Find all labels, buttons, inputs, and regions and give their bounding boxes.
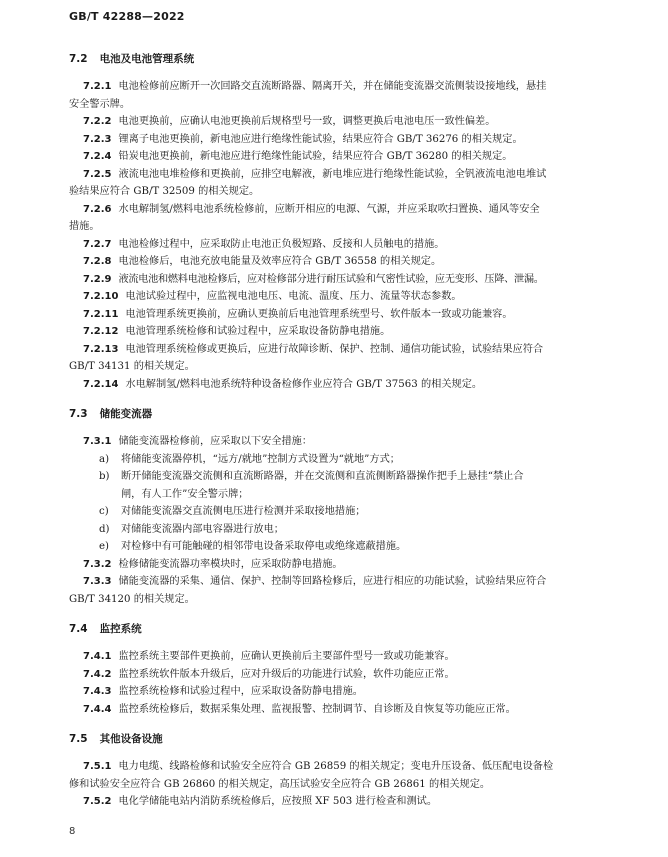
page-number: 8 xyxy=(69,826,76,837)
clause: 7.2.4 铅炭电池更换前，新电池应进行绝缘性能试验，结果应符合 GB/T 36280 的相关规定。 xyxy=(83,151,513,162)
clause: 7.2.1 电池检修前应断开一次回路交直流断路器、隔离开关，并在储能变流器交流侧装设接地线，悬挂 安全警示牌。 xyxy=(69,81,547,110)
list-item: e) 对检修中有可能触碰的相邻带电设备采取停电或绝缘遮蔽措施。 xyxy=(99,541,407,552)
section-number: 7.3 xyxy=(69,408,88,420)
clause: 7.3.1 储能变流器检修前，应采取以下安全措施： xyxy=(83,436,313,447)
clause: 7.4.2 监控系统软件版本升级后，应对升级后的功能进行试验，软件功能应正常。 xyxy=(83,668,455,680)
clause: 7.2.2 电池更换前，应确认电池更换前后规格型号一致，调整更换后电池电压一致性偏差。 xyxy=(83,116,496,127)
clause: 7.2.7 电池检修过程中，应采取防止电池正负极短路、反接和人员触电的措施。 xyxy=(83,238,445,250)
clause: 7.2.3 锂离子电池更换前，新电池应进行绝缘性能试验，结果应符合 GB/T 36276 的相关规定。 xyxy=(83,133,523,145)
clause: 7.5.1 电力电缆、线路检修和试验安全应符合 GB 26859 的相关规定；变电升压设备、低压配电设备检 修和试验安全应符合 GB 26860 的相关规定，高压试验安全应符合 GB 26861 的相关规定。 xyxy=(69,761,554,790)
clause: 7.2.11 电池管理系统更换前，应确认更换前后电池管理系统型号、软件版本一致或功能兼容。 xyxy=(83,308,513,320)
section-heading xyxy=(69,407,599,421)
list-item: d) 对储能变流器内部电容器进行放电； xyxy=(99,523,284,535)
clause: 7.2.14 水电解制氢/燃料电池系统特种设备检修作业应符合 GB/T 37563 的相关规定。 xyxy=(83,378,483,390)
clause: 7.4.4 监控系统检修后，数据采集处理、监视报警、控制调节、自诊断及自恢复等功能应正常。 xyxy=(83,703,516,715)
clause: 7.2.13 电池管理系统检修或更换后，应进行故障诊断、保护、控制、通信功能试验，试验结果应符合 GB/T 34131 的相关规定。 xyxy=(69,343,544,372)
list-item: a) 将储能变流器停机，“远方/就地”控制方式设置为“就地”方式； xyxy=(99,453,400,465)
clause: 7.2.12 电池管理系统检修和试验过程中，应采取设备防静电措施。 xyxy=(83,326,391,337)
document-body xyxy=(69,52,599,811)
list-item: c) 对储能变流器交直流侧电压进行检测并采取接地措施； xyxy=(99,506,366,517)
clause: 7.5.2 电化学储能电站内消防系统检修后，应按照 XF 503 进行检查和测试。 xyxy=(83,796,438,807)
section-number: 7.4 xyxy=(69,623,88,635)
clause: 7.2.8 电池检修后，电池充放电能量及效率应符合 GB/T 36558 的相关规定。 xyxy=(83,256,442,267)
section-heading xyxy=(69,732,599,746)
document-header: GB/T 42288—2022 xyxy=(69,10,185,23)
clause: 7.2.6 水电解制氢/燃料电池系统检修前，应断开相应的电源、气源，并应采取吹扫置换、通风等安全 措施。 xyxy=(69,203,540,232)
clause: 7.2.10 电池试验过程中，应监视电池电压、电流、温度、压力、流量等状态参数。 xyxy=(83,291,462,302)
section-heading xyxy=(69,52,599,66)
clause: 7.2.5 液流电池电堆检修和更换前，应排空电解液，新电堆应进行绝缘性能试验，全钒液流电池电堆试 验结果应符合 GB/T 32509 的相关规定。 xyxy=(69,168,547,197)
section-number: 7.2 xyxy=(69,53,88,65)
section-title: 监控系统 xyxy=(99,623,142,635)
clause: 7.3.2 检修储能变流器功率模块时，应采取防静电措施。 xyxy=(83,558,343,570)
section-title: 储能变流器 xyxy=(99,408,153,420)
clause: 7.3.3 储能变流器的采集、通信、保护、控制等回路检修后，应进行相应的功能试验，试验结果应符合 GB/T 34120 的相关规定。 xyxy=(69,576,547,605)
list-item: b) 断开储能变流器交流侧和直流断路器，并在交流侧和直流侧断路器操作把手上悬挂“禁止合 xyxy=(99,471,524,482)
clause: 7.2.9 液流电池和燃料电池检修后，应对检修部分进行耐压试验和气密性试验，应无变形、压降、泄漏。 xyxy=(83,273,544,285)
section-title: 其他设备设施 xyxy=(99,733,163,745)
clause: 7.4.3 监控系统检修和试验过程中，应采取设备防静电措施。 xyxy=(83,686,363,697)
section-number: 7.5 xyxy=(69,733,88,745)
section-heading xyxy=(69,622,599,636)
list-item-continuation: 闸，有人工作”安全警示牌； xyxy=(121,488,249,500)
section-title: 电池及电池管理系统 xyxy=(99,53,195,65)
clause: 7.4.1 监控系统主要部件更换前，应确认更换前后主要部件型号一致或功能兼容。 xyxy=(83,651,455,662)
